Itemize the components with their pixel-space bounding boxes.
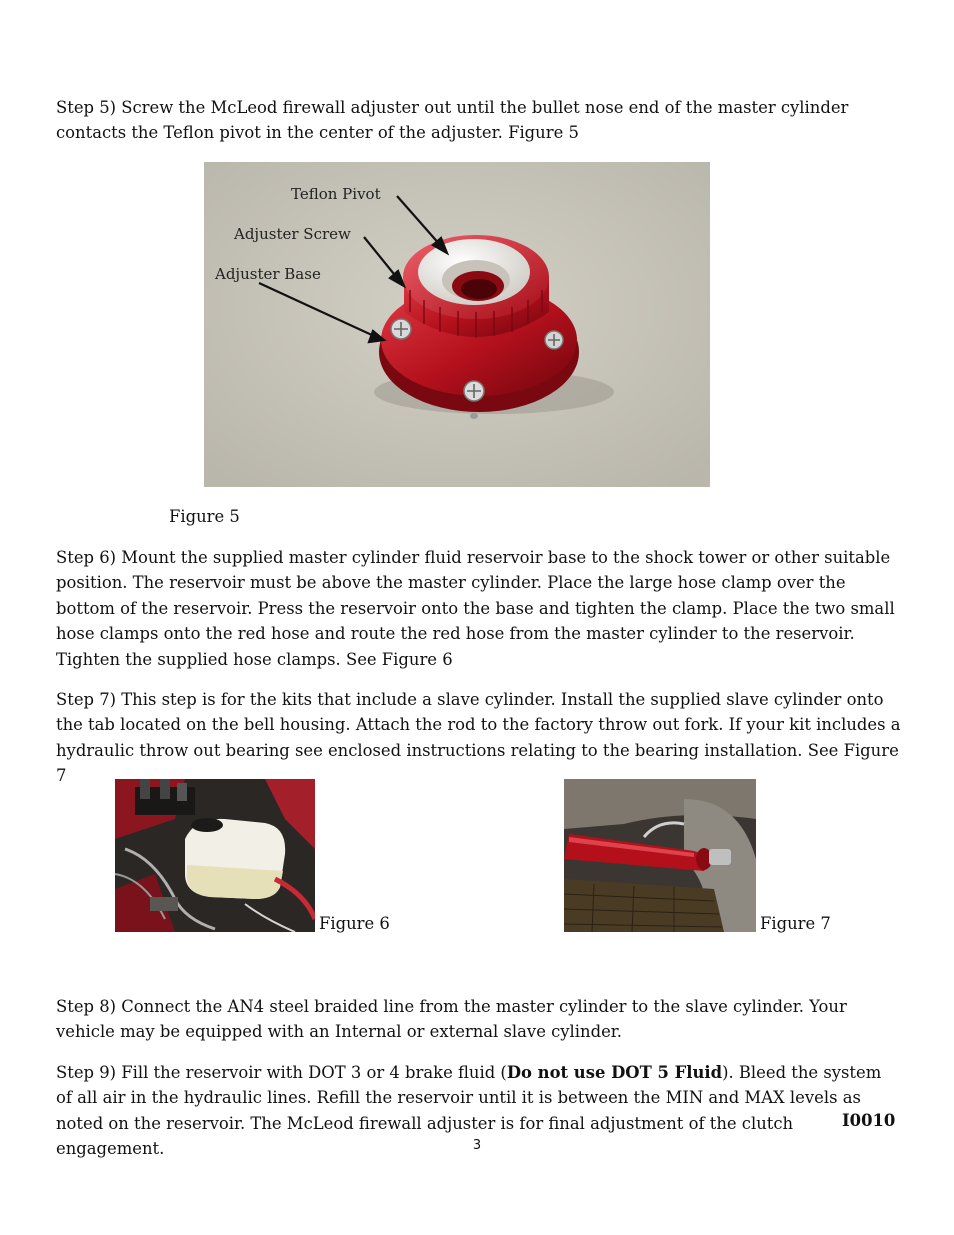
page-number: 3 xyxy=(472,1138,482,1153)
slave-cylinder-illustration xyxy=(564,779,756,932)
figure-5-photo xyxy=(204,162,710,487)
step-8-paragraph: Step 8) Connect the AN4 steel braided line from the master cylinder to the slave cylinder. Your vehicle may be equipped with an Internal or external slave cylinder. xyxy=(56,997,847,1042)
figure-7-photo xyxy=(564,779,756,932)
engine-bay-reservoir-illustration xyxy=(115,779,315,932)
step-5-paragraph: Step 5) Screw the McLeod firewall adjuster out until the bullet nose end of the master cylinder contacts the Teflon pivot in the center of the adjuster. Figure 5 xyxy=(56,98,849,143)
figure-6-photo xyxy=(115,779,315,932)
label-adjuster-base: Adjuster Base xyxy=(215,265,321,283)
figure-5-caption: Figure 5 xyxy=(169,507,240,526)
document-code: I0010 xyxy=(842,1111,896,1130)
adjuster-illustration xyxy=(204,162,710,487)
figure-6-caption: Figure 6 xyxy=(319,914,390,933)
step-9-text-before: Step 9) Fill the reservoir with DOT 3 or 4 brake fluid ( xyxy=(56,1063,507,1082)
label-adjuster-screw: Adjuster Screw xyxy=(234,225,351,243)
label-teflon-pivot: Teflon Pivot xyxy=(291,185,381,203)
step-7-paragraph: Step 7) This step is for the kits that include a slave cylinder. Install the supplied slave cylinder onto the tab located on the bell housing. Attach the rod to the factory throw out fork. If your kit includes a hydraulic throw out bearing see enclosed instructions relating to the bearing installation. See Figure 7 xyxy=(56,690,901,786)
step-9-text-after: ). Bleed the system of all air in the hydraulic lines. Refill the reservoir until it is between the MIN and MAX levels as noted on the reservoir. The McLeod firewall adjuster is for final adjustment of the clutch engagement. xyxy=(56,1063,882,1159)
figure-7-caption: Figure 7 xyxy=(760,914,831,933)
step-9-warning-bold: Do not use DOT 5 Fluid xyxy=(506,1063,723,1082)
step-6-paragraph: Step 6) Mount the supplied master cylinder fluid reservoir base to the shock tower or other suitable position. The reservoir must be above the master cylinder. Place the large hose clamp over the bottom of the reservoir. Press the reservoir onto the base and tighten the clamp. Place the two small hose clamps onto the red hose and route the red hose from the master cylinder to the reservoir. Tighten the supplied hose clamps. See Figure 6 xyxy=(56,548,895,669)
